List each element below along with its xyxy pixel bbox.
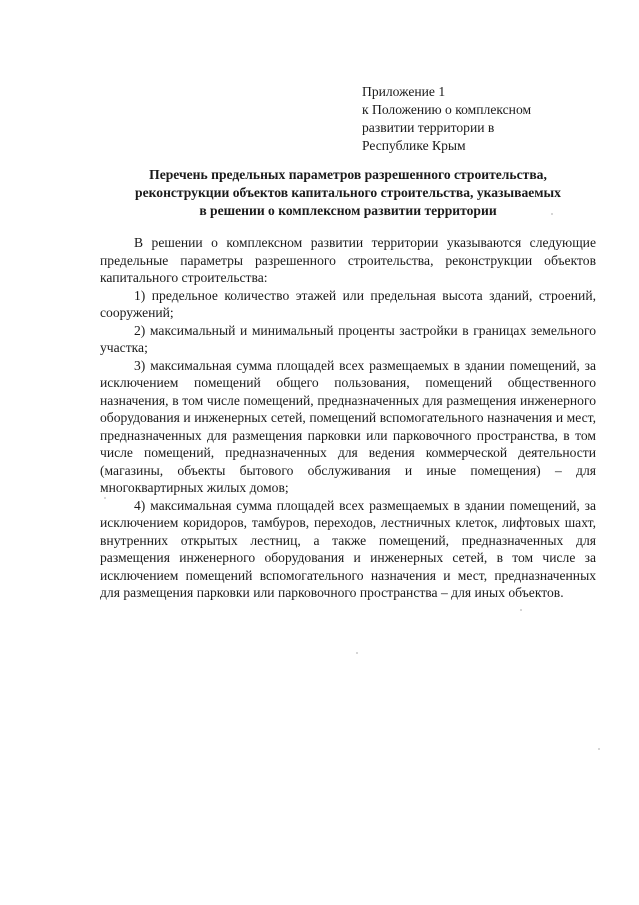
document-title — [100, 166, 596, 220]
document-body — [100, 234, 596, 602]
title-line-1: Перечень предельных параметров разрешенного строительства, — [149, 167, 547, 182]
title-line-2: реконструкции объектов капитального строительства, указываемых — [135, 185, 561, 200]
scan-speck — [356, 652, 358, 654]
scan-speck — [598, 748, 600, 750]
intro-paragraph: В решении о комплексном развитии территории указываются следующие предельные параметры разрешенного строительства, реконструкции объектов капитального строительства: — [100, 235, 596, 285]
appendix-line-1: Приложение 1 — [362, 84, 446, 99]
scan-speck — [551, 213, 553, 215]
scan-speck — [104, 497, 106, 499]
scan-speck — [520, 609, 522, 611]
appendix-line-2: к Положению о комплексном — [362, 102, 532, 117]
item-1-paragraph: 1) предельное количество этажей или предельная высота зданий, строений, сооружений; — [100, 287, 596, 320]
appendix-header — [362, 83, 602, 155]
title-line-3: в решении о комплексном развитии территории — [199, 203, 497, 218]
appendix-line-3: развитии территории в — [362, 120, 495, 135]
item-4-paragraph: 4) максимальная сумма площадей всех размещаемых в здании помещений, за исключением коридоров, тамбуров, переходов, лестничных клеток, лифтовых шахт, внутренних открытых лестниц, а также помещений, предназначенных для размещения инженерного оборудования и инженерных сетей, в том числе за исключением помещений вспомогательного назначения и мест, предназначенных для размещения парковки или парковочного пространства – для иных объектов. — [100, 497, 596, 600]
item-3-paragraph: 3) максимальная сумма площадей всех размещаемых в здании помещений, за исключением помещений общего пользования, помещений общественного назначения, в том числе помещений, предназначенных для размещения инженерного оборудования и инженерных сетей, помещений вспомогательного назначения и мест, предназначенных для размещения парковки или парковочного пространства, в том числе помещений, предназначенных для ведения коммерческой деятельности (магазины, объекты бытового обслуживания и иные помещения) – для многоквартирных жилых домов; — [100, 357, 596, 495]
item-2-paragraph: 2) максимальный и минимальный проценты застройки в границах земельного участка; — [100, 322, 596, 355]
appendix-line-4: Республике Крым — [362, 138, 466, 153]
